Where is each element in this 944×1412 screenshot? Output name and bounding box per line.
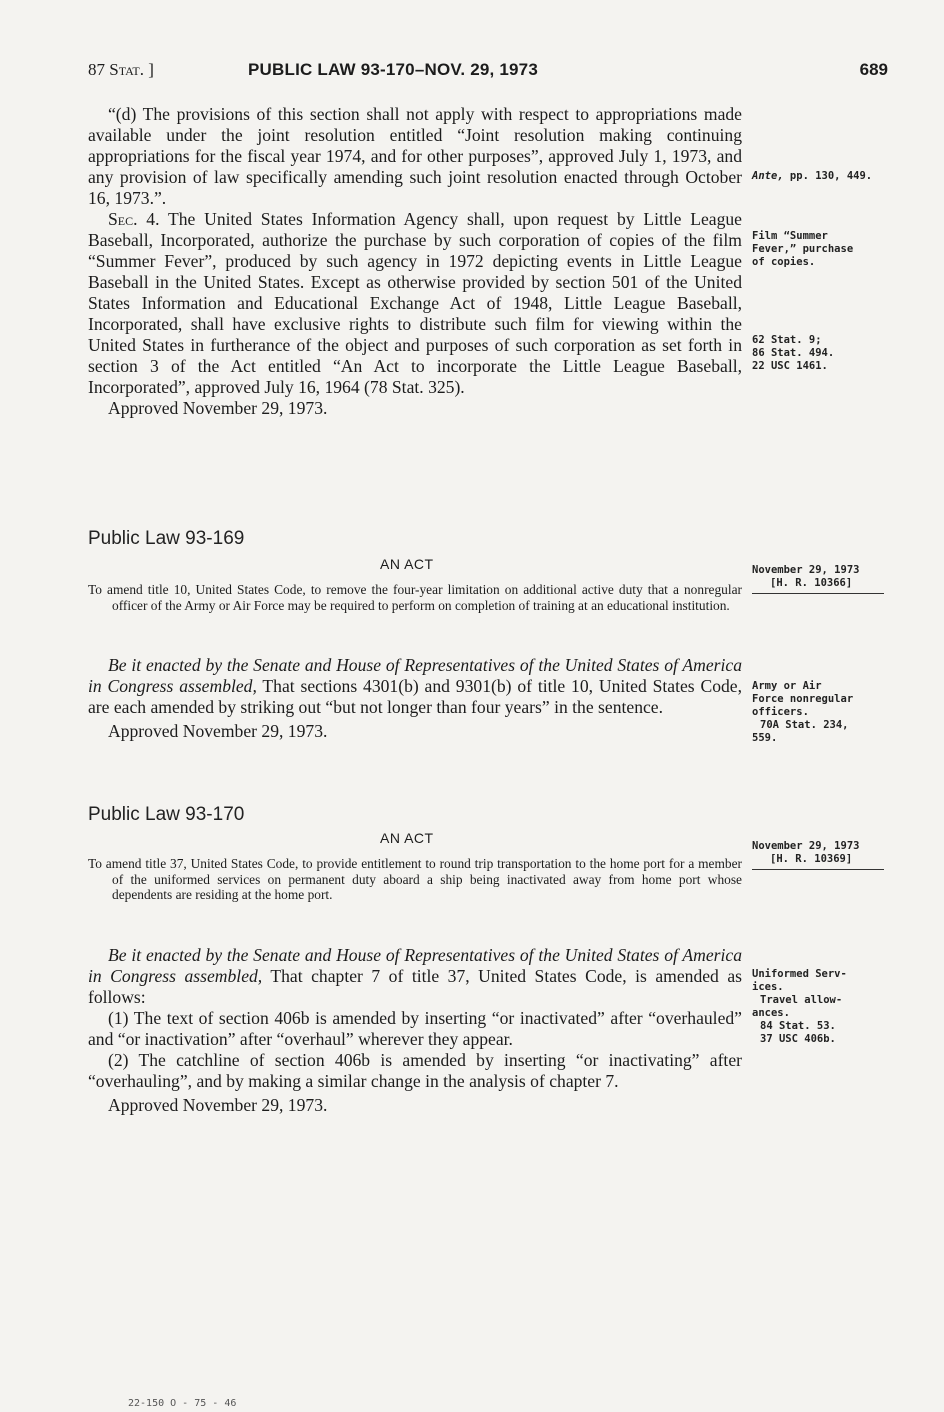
army-note-line: Force nonregular — [752, 693, 854, 705]
law-170-summary — [88, 856, 742, 903]
page-number: 689 — [859, 60, 888, 79]
film-note-line: Film “Summer — [752, 230, 828, 242]
ante-pages: pp. 130, 449. — [783, 170, 873, 182]
section-continuation — [88, 104, 742, 419]
enacting-clause-170 — [88, 945, 742, 1008]
section-4 — [88, 209, 742, 398]
enacting-text: That chapter 7 of title 37, United States Code, is amended as follows: — [88, 966, 742, 1007]
law-169-body — [88, 655, 742, 742]
uniformed-note-line: ances. — [752, 1007, 790, 1019]
printer-footer: 22-150 O - 75 - 46 — [128, 1398, 237, 1409]
page-header — [88, 60, 888, 84]
bracket: ] — [148, 60, 154, 79]
amendment-item-2: (2) The catchline of section 406b is amended by inserting “or inactivating” after “overhauling”, and by making a similar change in the analysis of chapter 7. — [88, 1050, 742, 1091]
bill-date: November 29, 1973 — [752, 564, 860, 576]
army-note-line: officers. — [752, 706, 809, 718]
margin-note-bill-170 — [752, 840, 892, 870]
public-law-169-title: Public Law 93-169 — [88, 528, 245, 549]
margin-note-stat62 — [752, 334, 892, 373]
uniformed-note-line: 84 Stat. 53. — [760, 1020, 836, 1032]
uniformed-note-line: 37 USC 406b. — [760, 1033, 836, 1045]
margin-note-army — [752, 680, 892, 745]
uniformed-note-line: Travel allow- — [760, 994, 843, 1006]
ante-italic: Ante, — [752, 170, 784, 182]
stat-note-line: 62 Stat. 9; — [752, 334, 822, 346]
approval-date: Approved November 29, 1973. — [108, 1095, 328, 1115]
margin-rule — [752, 869, 884, 870]
film-note-line: Fever,” purchase — [752, 243, 854, 255]
uniformed-note-line: ices. — [752, 981, 784, 993]
army-note-line: 70A Stat. 234, — [760, 719, 849, 731]
margin-note-film — [752, 230, 892, 269]
stat-label: Stat. — [109, 60, 144, 79]
public-law-170-title: Public Law 93-170 — [88, 804, 245, 825]
an-act-heading: AN ACT — [380, 830, 434, 846]
law-169-summary-text: To amend title 10, United States Code, to remove the four-year limitation on additional active duty that a nonregular officer of the Army or Air Force may be required to perform on completion of training at an educational institution. — [88, 582, 742, 613]
bill-number: [H. R. 10369] — [770, 853, 853, 865]
enacting-italic: Be it enacted by the Senate and House of Representatives of the United States of America in Congress assembled, — [88, 945, 742, 986]
stat-note-line: 86 Stat. 494. — [752, 347, 835, 359]
uniformed-note-line: Uniformed Serv- — [752, 968, 847, 980]
film-note-line: of copies. — [752, 256, 816, 268]
enacting-clause-169 — [88, 655, 742, 718]
bill-number: [H. R. 10366] — [770, 577, 853, 589]
enacting-italic: Be it enacted by the Senate and House of Representatives of the United States of America in Congress assembled, — [88, 655, 742, 696]
army-note-line: 559. — [752, 732, 778, 744]
margin-rule — [752, 593, 884, 594]
section-4-text: The United States Information Agency shall, upon request by Little League Baseball, Incorporated, authorize the purchase by such corporation of copies of the film “Summer Fever”, produced by such agency in 1972 depicting events in Little League Baseball in the United States. Except as otherwise provided by section 501 of the United States Information and Educational Exchange Act of 1948, Little League Baseball, Incorporated, shall have exclusive rights to distribute such film for viewing within the United States in furtherance of the object and purposes of such corporation as set forth in section 3 of the Act entitled “An Act to incorporate the Little League Baseball, Incorporated”, approved July 16, 1964 (78 Stat. 325). — [88, 209, 742, 397]
paragraph-d: “(d) The provisions of this section shall not apply with respect to appropriations made available under the joint resolution entitled “Joint resolution making continuing appropriations for the fiscal year 1974, and for other purposes”, approved July 1, 1973, and any provision of law specifically amending such joint resolution enacted through October 16, 1973.”. — [88, 104, 742, 208]
law-170-summary-text: To amend title 37, United States Code, to provide entitlement to round trip transportation to the home port for a member of the uniformed services on permanent duty aboard a ship being inactivated away from home port whose dependents are residing at the home port. — [88, 856, 742, 902]
margin-note-uniformed — [752, 968, 892, 1046]
approval-date: Approved November 29, 1973. — [108, 721, 328, 741]
running-title: PUBLIC LAW 93-170–NOV. 29, 1973 — [248, 60, 538, 79]
amendment-item-1: (1) The text of section 406b is amended by inserting “or inactivated” after “overhauled” and “or inactivation” after “overhaul” wherever they appear. — [88, 1008, 742, 1049]
enacting-text: That sections 4301(b) and 9301(b) of title 10, United States Code, are each amended by striking out “but not longer than four years” in the sentence. — [88, 676, 743, 717]
margin-note-bill-169 — [752, 564, 892, 594]
volume-reference — [88, 60, 154, 80]
law-170-body — [88, 945, 742, 1116]
margin-note-ante — [752, 170, 892, 183]
army-note-line: Army or Air — [752, 680, 822, 692]
volume-number: 87 — [88, 60, 105, 79]
approval-date: Approved November 29, 1973. — [108, 398, 328, 418]
section-4-label: Sec. 4. — [108, 209, 160, 229]
stat-note-line: 22 USC 1461. — [752, 360, 828, 372]
an-act-heading: AN ACT — [380, 556, 434, 572]
bill-date: November 29, 1973 — [752, 840, 860, 852]
law-169-summary — [88, 582, 742, 613]
